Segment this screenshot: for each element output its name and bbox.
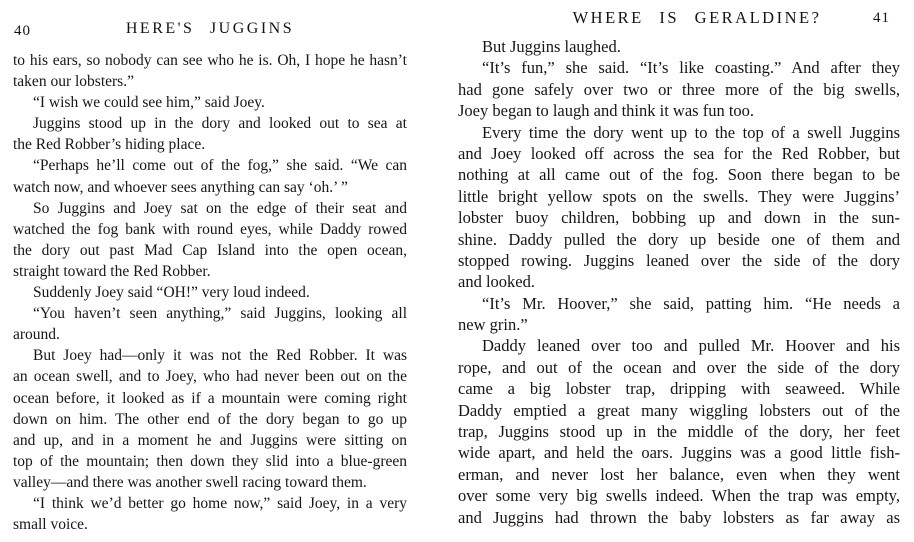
text-line: rope, and out of the ocean and over the side of the dory [458,357,900,377]
text-line: Every time the dory went up to the top of a swell Juggins [482,122,900,142]
text-line: the Red Robber’s hiding place. [13,136,206,154]
text-line: new grin.” [458,315,528,335]
page-40 [13,0,407,542]
running-header-right-text: WHERE IS GERALDINE? [572,8,822,27]
text-line: Juggins stood up in the dory and looked out to sea at [33,115,407,133]
text-line: watched the fog bank with round eyes, while Daddy rowed [13,220,407,238]
text-line: But Joey had—only it was not the Red Robber. It was [33,347,407,365]
text-line: Daddy emptied a great many wiggling lobsters out of the [458,400,900,420]
text-line: top of the mountain; then down they slid into a blue-green [13,452,407,470]
text-line: trap, Juggins stood up in the middle of the dory, her feet [458,422,900,442]
text-line: to his ears, so nobody can see who he is. Oh, I hope he hasn’t [13,52,407,69]
text-line: taken our lobsters.” [13,73,134,91]
text-line: small voice. [13,516,88,534]
text-line: down on him. The other end of the dory began to go up [13,410,407,428]
text-line: over some very big swells indeed. When the trap was empty, [458,486,900,506]
text-line: and Joey looked off across the sea for the Red Robber, but [458,143,900,163]
text-line: “You haven’t seen anything,” said Juggins, looking all [33,305,407,323]
text-line: “I think we’d better go home now,” said Joey, in a very [33,494,407,512]
text-line: “I wish we could see him,” said Joey. [33,94,265,112]
text-line: had gone safely over two or three more of the big swells, [458,79,900,99]
text-line: stopped rowing. Juggins leaned over the side of the dory [458,250,900,270]
text-line: straight toward the Red Robber. [13,262,211,280]
text-line: ocean before, it looked as if a mountain were coming right [13,389,407,407]
text-line: Suddenly Joey said “OH!” very loud indeed. [33,284,310,302]
text-line: “Perhaps he’ll come out of the fog,” she said. “We can [33,157,407,175]
text-line: nothing at all came out of the fog. Soon there began to be [458,165,900,185]
text-line: the dory out past Mad Cap Island into the open ocean, [13,241,407,259]
page-41 [458,0,900,542]
text-line: “It’s fun,” she said. “It’s like coasting.” And after they [482,58,900,78]
page-40-text [13,50,407,535]
page-41-text [458,36,900,528]
running-header-left-text: HERE'S JUGGINS [125,20,295,37]
text-line: and looked. [458,272,535,292]
text-line: an ocean swell, and to Joey, who had never been out on the [13,368,407,386]
text-line: and Juggins had thrown the baby lobsters as far away as [458,507,900,527]
text-line: little bright yellow spots on the swells. They were Juggins’ [458,186,900,206]
text-line: wide apart, and held the oars. Juggins was a good little fish- [458,443,900,463]
text-line: and up, and in a moment he and Juggins were sitting on [13,431,407,449]
text-line: erman, and never lost her balance, even when they went [458,464,900,484]
text-line: Joey began to laugh and think it was fun too. [458,101,755,121]
running-header-right [458,8,900,28]
page-number-right: 41 [873,10,890,26]
text-line: Daddy leaned over too and pulled Mr. Hoover and his [482,336,900,356]
text-line: So Juggins and Joey sat on the edge of their seat and [33,199,407,217]
text-line: “It’s Mr. Hoover,” she said, patting him. “He needs a [482,293,900,313]
text-line: valley—and there was another swell racing toward them. [13,473,367,491]
text-line: watch now, and whoever sees anything can say ‘oh.’ ” [13,178,348,196]
text-line: came a big lobster trap, dripping with seaweed. While [458,379,900,399]
text-line: lobster buoy children, bobbing up and down in the sun- [458,208,900,228]
text-line: shine. Daddy pulled the dory up beside one of them and [458,229,900,249]
running-header-left [13,20,407,38]
page-number-left: 40 [14,23,31,39]
text-line: around. [13,326,60,344]
text-line: But Juggins laughed. [482,37,621,56]
